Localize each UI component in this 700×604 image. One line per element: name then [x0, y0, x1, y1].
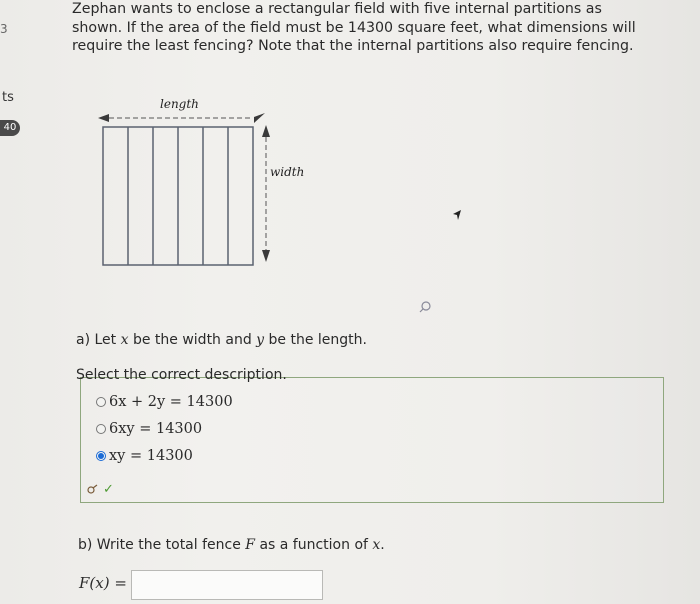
check-icon: ✓	[103, 482, 114, 497]
option-1-radio[interactable]	[96, 397, 106, 407]
search-icon	[418, 300, 432, 314]
part-a-middle: be the width and	[128, 332, 257, 348]
function-input-label: F(x) =	[79, 574, 127, 592]
x-variable: x	[120, 332, 129, 348]
partition-lines	[128, 127, 228, 265]
option-2[interactable]	[96, 419, 202, 439]
left-sidebar	[0, 0, 30, 604]
points-label: ts	[2, 90, 14, 105]
field-diagram	[95, 95, 315, 270]
part-b-suffix: .	[380, 537, 385, 553]
option-2-text: 6xy = 14300	[109, 421, 203, 437]
part-b-prefix: b) Write the total fence	[78, 537, 246, 553]
width-arrow-top	[262, 125, 270, 137]
length-arrow-right	[254, 113, 265, 123]
question-text: Zephan wants to enclose a rectangular field with five internal partitions as shown. If the area of the field must be 14300 square feet, what dimensions will require the least fencing? Note that the internal partitions also require fencing.	[72, 1, 636, 54]
part-a-prompt	[76, 332, 367, 348]
length-label: length	[160, 97, 199, 111]
select-description-label: Select the correct description.	[76, 367, 287, 383]
field-diagram-svg	[95, 95, 315, 270]
part-b-prompt	[78, 537, 385, 553]
part-b-x-variable: x	[372, 537, 381, 553]
edge-digit: 3	[0, 22, 8, 36]
option-1[interactable]	[96, 392, 233, 412]
option-1-text: 6x + 2y = 14300	[109, 394, 233, 410]
settings-icon[interactable]	[86, 483, 99, 496]
part-b-middle: as a function of	[255, 537, 373, 553]
y-variable: y	[256, 332, 265, 348]
part-a-prefix: a) Let	[76, 332, 121, 348]
option-3-radio[interactable]	[96, 451, 106, 461]
width-label: width	[270, 165, 305, 179]
f-variable: F	[245, 537, 255, 553]
function-answer-input[interactable]	[131, 570, 323, 600]
score-badge: 40	[0, 120, 20, 136]
option-3-text: xy = 14300	[109, 448, 193, 464]
length-arrow-left	[98, 114, 109, 122]
answer-feedback	[86, 482, 114, 497]
part-a-suffix: be the length.	[264, 332, 367, 348]
mouse-cursor-icon	[450, 208, 464, 222]
option-3[interactable]	[96, 446, 193, 466]
width-arrow-bottom	[262, 250, 270, 262]
answer-options-box	[80, 377, 664, 503]
option-2-radio[interactable]	[96, 424, 106, 434]
